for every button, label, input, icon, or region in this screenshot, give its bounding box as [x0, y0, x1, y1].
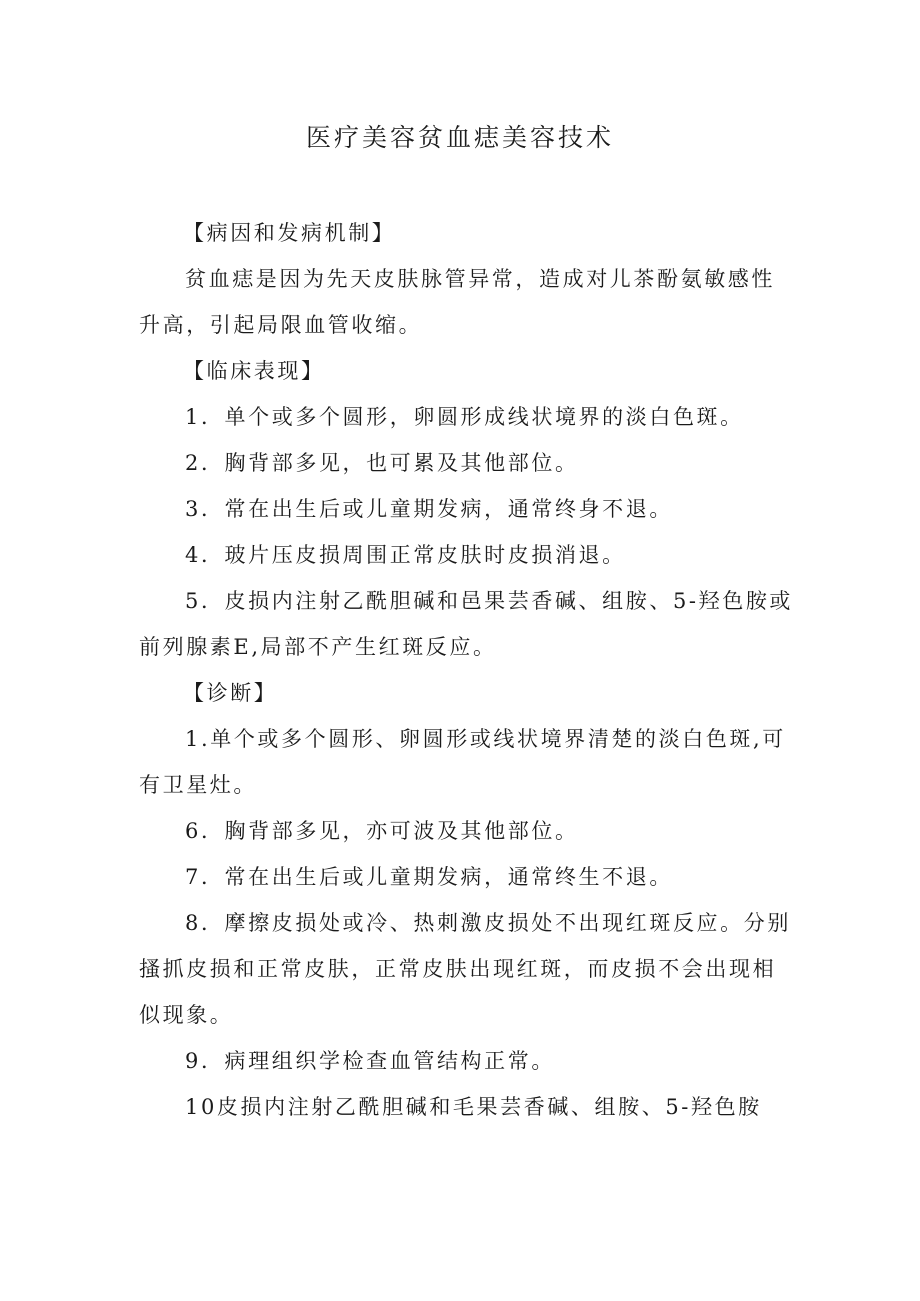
list-item: 1．单个或多个圆形，卵圆形成线状境界的淡白色斑。	[185, 405, 744, 429]
list-item: 8．摩擦皮损处或冷、热刺激皮损处不出现红斑反应。分别搔抓皮损和正常皮肤，正常皮肤出现红斑，而皮损不会出现相似现象。	[139, 911, 791, 1027]
list-item: 7．常在出生后或儿童期发病，通常终生不退。	[185, 865, 673, 889]
section-heading: 【诊断】	[183, 681, 278, 705]
section-heading: 【病因和发病机制】	[183, 221, 396, 245]
section-clinical	[139, 348, 795, 670]
list-item: 1.单个或多个圆形、卵圆形或线状境界清楚的淡白色斑,可有卫星灶。	[139, 727, 786, 797]
document-title: 医疗美容贫血痣美容技术	[305, 123, 614, 152]
section-diagnosis	[139, 670, 795, 1130]
list-item: 6．胸背部多见，亦可波及其他部位。	[185, 819, 579, 843]
list-item: 4．玻片压皮损周围正常皮肤时皮损消退。	[185, 543, 626, 567]
list-item: 10皮损内注射乙酰胆碱和毛果芸香碱、组胺、5-羟色胺	[185, 1095, 762, 1119]
document-body	[139, 210, 795, 1130]
paragraph: 贫血痣是因为先天皮肤脉管异常，造成对儿茶酚氨敏感性升高，引起局限血管收缩。	[139, 267, 775, 337]
list-item: 2．胸背部多见，也可累及其他部位。	[185, 451, 579, 475]
section-etiology	[139, 210, 795, 348]
section-heading: 【临床表现】	[183, 359, 325, 383]
list-item: 3．常在出生后或儿童期发病，通常终身不退。	[185, 497, 673, 521]
list-item: 9．病理组织学检查血管结构正常。	[185, 1049, 555, 1073]
list-item: 5．皮损内注射乙酰胆碱和邑果芸香碱、组胺、5-羟色胺或前列腺素E,局部不产生红斑反应。	[139, 589, 794, 659]
